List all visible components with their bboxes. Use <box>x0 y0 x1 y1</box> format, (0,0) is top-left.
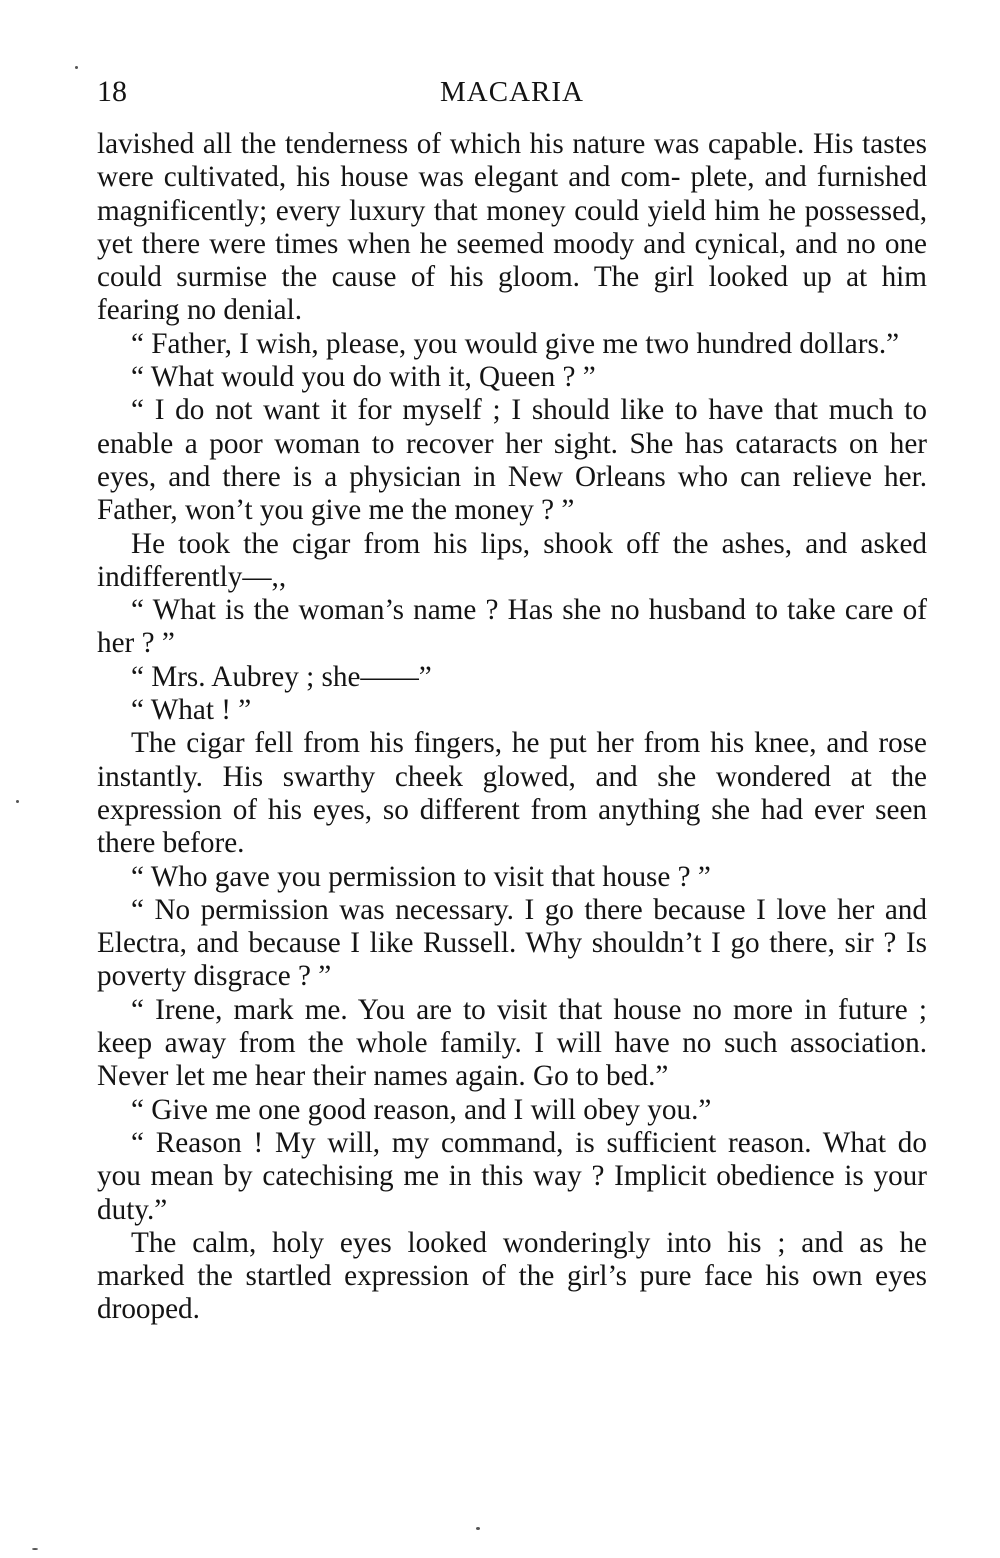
paragraph: lavished all the tenderness of which his nature was capable. His tastes were cultivated, his house was elegant and com- plete, and furnished magnificently; every luxury that money could yield him he possessed, yet there were times when he seemed moody and cynical, and no one could surmise the cause of his gloom. The girl looked up at him fearing no denial. <box>97 128 927 327</box>
page-number: 18 <box>97 75 127 108</box>
paragraph: “ Father, I wish, please, you would give me two hundred dollars.” <box>131 327 900 360</box>
paragraph: “ What is the woman’s name ? Has she no husband to take care of her ? ” <box>97 594 927 660</box>
scan-speck <box>476 1527 480 1530</box>
scan-speck <box>16 800 19 803</box>
paragraph: “ No permission was necessary. I go there because I love her and Electra, and because I like Russell. Why shouldn’t I go there, sir ? Is poverty disgrace ? ” <box>97 893 927 993</box>
running-head <box>97 72 927 112</box>
paragraph: “ I do not want it for myself ; I should like to have that much to enable a poor woman to recover her sight. She has cataracts on her eyes, and there is a physician in New Orleans who can relieve her. Father, won’t you give me the money ? ” <box>97 394 927 527</box>
book-title: MACARIA <box>440 76 584 108</box>
paragraph: The cigar fell from his fingers, he put her from his knee, and rose instantly. His swarthy cheek glowed, and she wondered at the expression of his eyes, so different from anything she had ever seen there before. <box>97 727 927 860</box>
paragraph: He took the cigar from his lips, shook off the ashes, and asked indifferently—,, <box>97 527 927 593</box>
paragraph: “ Irene, mark me. You are to visit that house no more in future ; keep away from the whole family. I will have no such association. Never let me hear their names again. Go to bed.” <box>97 993 927 1093</box>
paragraph: “ Give me one good reason, and I will obey you.” <box>131 1093 712 1126</box>
paragraph: “ Reason ! My will, my command, is sufficient reason. What do you mean by catechising me in this way ? Implicit obedience is your duty.” <box>97 1126 927 1226</box>
scan-speck <box>32 1548 38 1550</box>
paragraph: “ Who gave you permission to visit that house ? ” <box>131 860 711 893</box>
paragraph: “ What would you do with it, Queen ? ” <box>131 361 596 394</box>
body-text <box>97 128 927 1327</box>
paragraph: “ What ! ” <box>131 694 252 727</box>
scan-speck <box>75 66 78 69</box>
paragraph: The calm, holy eyes looked wonderingly into his ; and as he marked the startled expression of the girl’s pure face his own eyes drooped. <box>97 1226 927 1326</box>
paragraph: “ Mrs. Aubrey ; she——” <box>131 660 432 693</box>
